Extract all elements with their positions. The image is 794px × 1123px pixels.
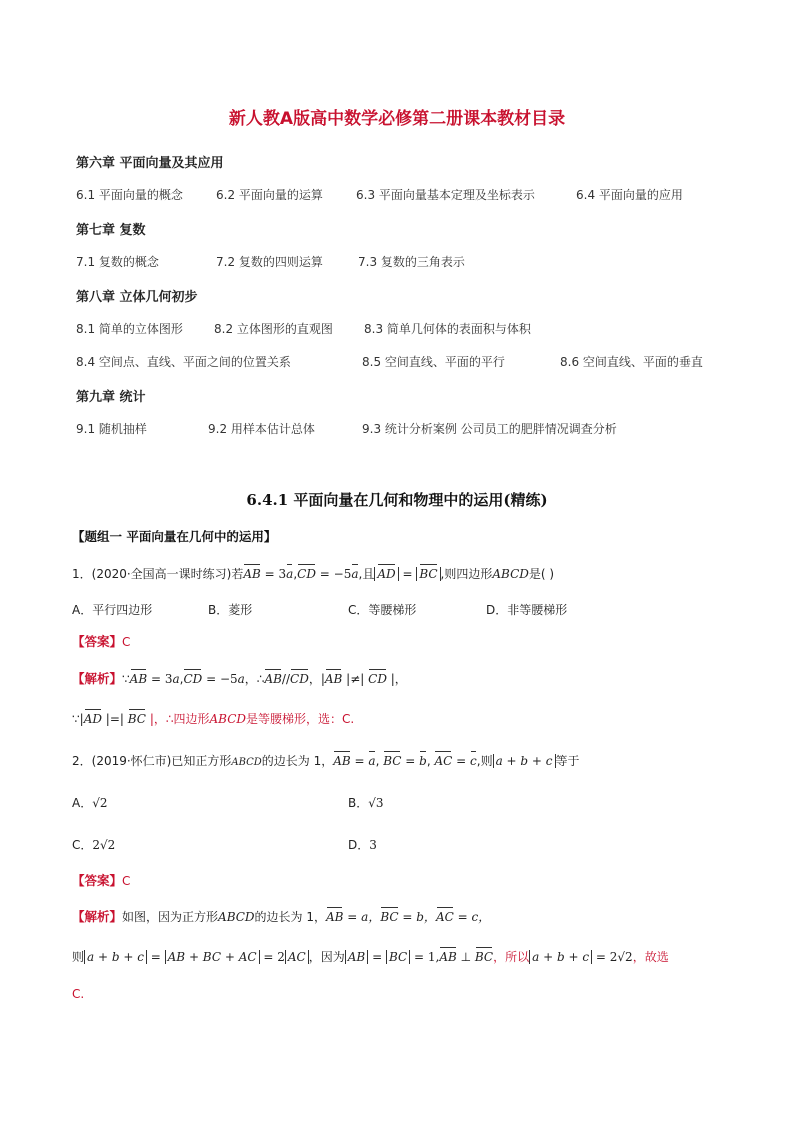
q2-option-d: D．3	[348, 838, 377, 852]
section-9-1: 9.1 随机抽样	[76, 422, 147, 436]
section-9-3: 9.3 统计分析案例 公司员工的肥胖情况调查分析	[362, 422, 617, 436]
q1-answer: 【答案】C	[72, 634, 131, 649]
q1-explanation-line-2: ∵|AD |=| BC |，∴四边形ABCD是等腰梯形，选：C.	[72, 712, 355, 726]
section-8-1: 8.1 简单的立体图形	[76, 322, 183, 336]
section-9-2: 9.2 用样本估计总体	[208, 422, 315, 436]
question-2: 2．(2019·怀仁市)已知正方形ABCD的边长为 1，AB = a, BC = b, AC = c,则 a + b + c 等于	[72, 754, 580, 768]
q2-option-a: A．√2	[72, 796, 108, 810]
q2-option-c: C．2√2	[72, 838, 116, 852]
q2-explanation-line-2: 则 a + b + c = AB + BC + AC = 2 AC ，因为 AB = BC = 1,AB ⊥ BC，所以 a + b + c = 2√2，故选	[72, 950, 669, 964]
group-title: 【题组一 平面向量在几何中的运用】	[72, 529, 277, 544]
section-7-2: 7.2 复数的四则运算	[216, 255, 323, 269]
q2-option-b: B．√3	[348, 796, 384, 810]
q2-explanation-line-3: C.	[72, 987, 85, 1001]
section-8-2: 8.2 立体图形的直观图	[214, 322, 333, 336]
q1-option-d: D．非等腰梯形	[486, 603, 568, 617]
section-6-3: 6.3 平面向量基本定理及坐标表示	[356, 188, 535, 202]
section-8-3: 8.3 简单几何体的表面积与体积	[364, 322, 531, 336]
chapter-6-title: 第六章 平面向量及其应用	[76, 156, 224, 171]
q2-answer: 【答案】C	[72, 873, 131, 888]
q2-explanation-line-1: 【解析】如图，因为正方形ABCD的边长为 1，AB = a，BC = b，AC = c，	[72, 909, 491, 924]
section-7-3: 7.3 复数的三角表示	[358, 255, 465, 269]
section-7-1: 7.1 复数的概念	[76, 255, 159, 269]
document-title: 新人教A版高中数学必修第二册课本教材目录	[228, 109, 566, 129]
lesson-title: 6.4.1 平面向量在几何和物理中的运用(精练)	[246, 491, 548, 509]
q1-option-c: C．等腰梯形	[348, 603, 417, 617]
section-8-5: 8.5 空间直线、平面的平行	[362, 355, 505, 369]
section-6-4: 6.4 平面向量的应用	[576, 188, 683, 202]
chapter-8-title: 第八章 立体几何初步	[76, 290, 198, 305]
question-1: 1．(2020·全国高一课时练习)若AB = 3a,CD = −5a,且 AD = BC ,则四边形ABCD是( )	[72, 567, 555, 581]
section-8-6: 8.6 空间直线、平面的垂直	[560, 355, 703, 369]
section-6-1: 6.1 平面向量的概念	[76, 188, 183, 202]
chapter-9-title: 第九章 统计	[76, 390, 146, 405]
section-8-4: 8.4 空间点、直线、平面之间的位置关系	[76, 355, 291, 369]
section-6-2: 6.2 平面向量的运算	[216, 188, 323, 202]
q1-explanation-line-1: 【解析】∵AB = 3a,CD = −5a，∴AB//CD，|AB |≠| CD |，	[72, 671, 407, 686]
chapter-7-title: 第七章 复数	[76, 223, 146, 238]
q1-option-b: B．菱形	[208, 603, 253, 617]
q1-option-a: A．平行四边形	[72, 603, 153, 617]
